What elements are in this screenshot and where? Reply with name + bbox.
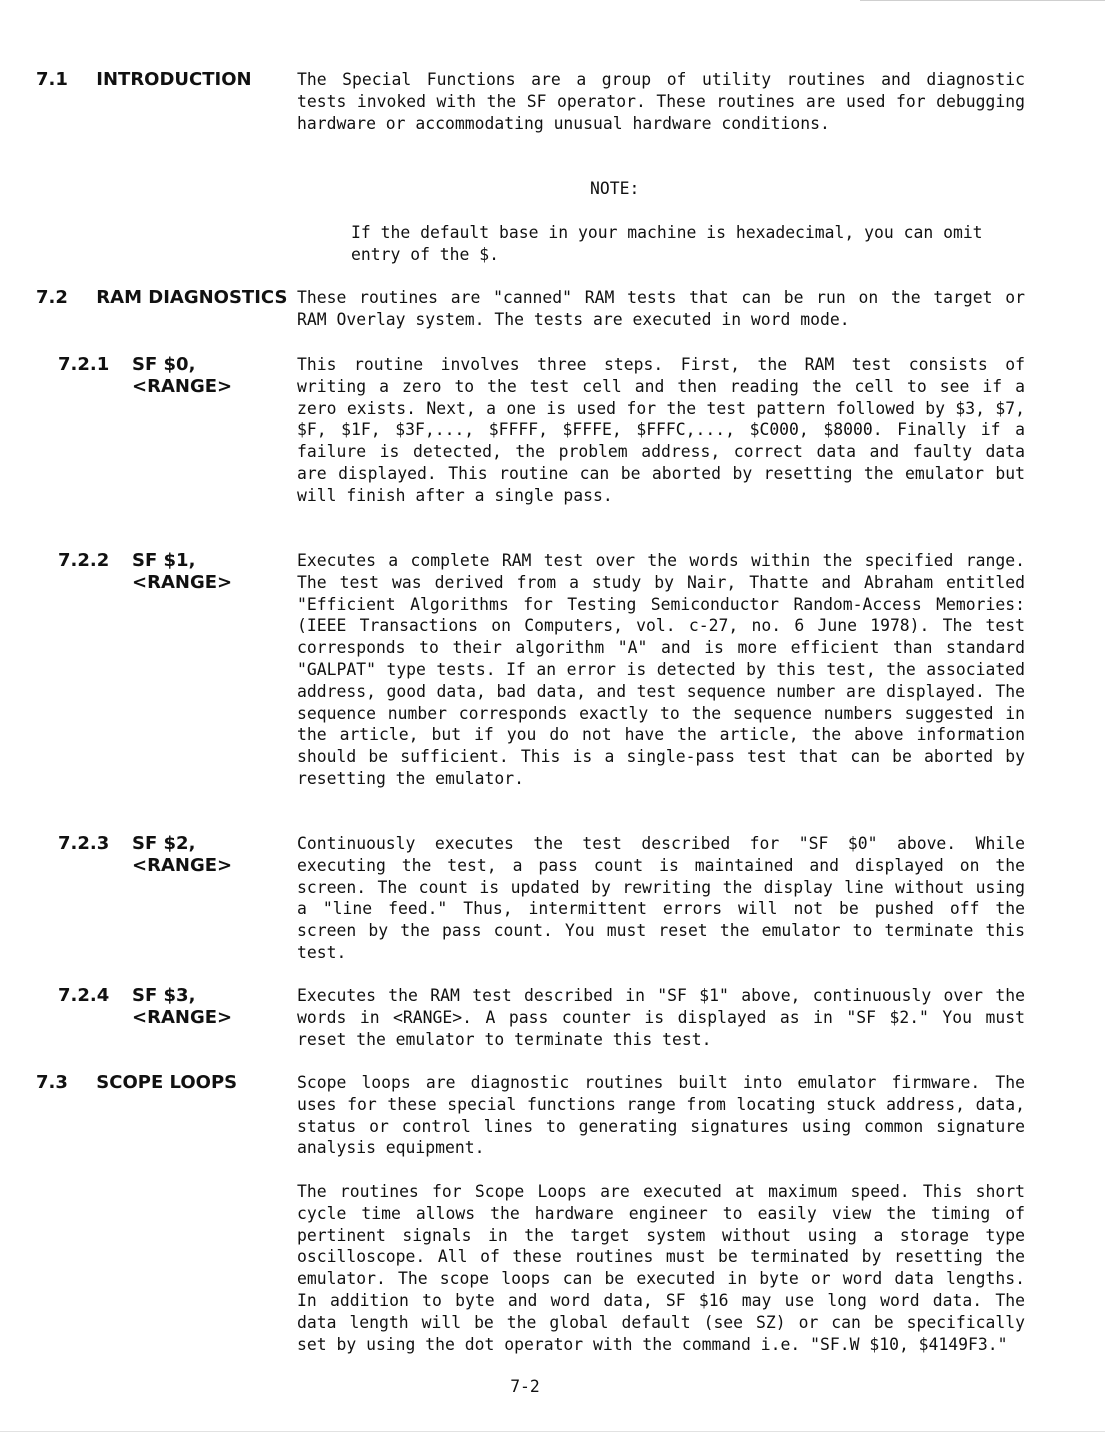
section-body: [297, 287, 1025, 331]
paragraph: Executes a complete RAM test over the words within the specified range. The test was derived from a study by Nair, Thatte and Abraham entitled "Efficient Algorithms for Testing Semiconductor Random-Access Memories: (IEEE Transactions on Computers, vol. c-27, no. 6 June 1978). The test corresponds to their algorithm "A" and is more efficient than standard "GALPAT" type tests. If an error is detected by this test, the associated address, good data, bad data, and test sequence number are displayed. The sequence number corresponds exactly to the sequence numbers suggested in the article, but if you do not have the article, the above information should be sufficient. This is a single-pass test that can be aborted by resetting the emulator.: [297, 551, 1025, 788]
paragraph: Continuously executes the test described for "SF $0" above. While executing the test, a pass count is maintained and displayed on the screen. The count is updated by rewriting the display line without using a "line feed." Thus, intermittent errors will not be pushed off the screen by the pass count. You must reset the emulator to terminate this test.: [297, 834, 1025, 962]
subsection-heading: [58, 833, 232, 877]
subsection-number: 7.2.4: [58, 985, 110, 1006]
note-text: If the default base in your machine is hexadecimal, you can omit entry of the $.: [351, 223, 983, 264]
subsection-title: SF $0,: [132, 354, 196, 375]
subsection-heading: [58, 550, 232, 594]
subsection-title-range: <RANGE>: [132, 572, 233, 593]
subsection-title-range: <RANGE>: [132, 376, 233, 397]
subsection-number: 7.2.3: [58, 833, 110, 854]
section-body: [297, 1181, 1025, 1355]
subsection-number: 7.2.2: [58, 550, 110, 571]
subsection-heading: [58, 985, 232, 1029]
section-body: [297, 69, 1025, 134]
section-title: INTRODUCTION: [96, 69, 252, 90]
subsection-body: [297, 550, 1025, 790]
section-number: 7.2: [36, 287, 68, 308]
paragraph: The Special Functions are a group of utility routines and diagnostic tests invoked with the SF operator. These routines are used for debugging hardware or accommodating unusual hardware conditions.: [297, 70, 1025, 133]
subsection-title-range: <RANGE>: [132, 1007, 233, 1028]
page-number: 7-2: [510, 1377, 540, 1396]
subsection-title: SF $2,: [132, 833, 196, 854]
section-title: RAM DIAGNOSTICS: [96, 287, 288, 308]
note-label: NOTE:: [590, 179, 640, 198]
subsection-body: [297, 985, 1025, 1050]
paragraph: These routines are "canned" RAM tests that can be run on the target or RAM Overlay system. The tests are executed in word mode.: [297, 288, 1025, 329]
subsection-body: [297, 354, 1025, 507]
paragraph: Scope loops are diagnostic routines built into emulator firmware. The uses for these special functions range from locating stuck address, data, status or control lines to generating signatures using common signature analysis equipment.: [297, 1073, 1025, 1158]
section-heading: [36, 287, 287, 309]
paragraph: This routine involves three steps. First, the RAM test consists of writing a zero to the test cell and then reading the cell to see if a zero exists. Next, a one is used for the test pattern followed by $3, $7, $F, $1F, $3F,..., $FFFF, $FFFE, $FFFC,..., $C000, $8000. Finally if a failure is detected, the problem address, correct data and faulty data are displayed. This routine can be aborted by resetting the emulator but will finish after a single pass.: [297, 355, 1025, 505]
subsection-title: SF $1,: [132, 550, 196, 571]
subsection-title-range: <RANGE>: [132, 855, 233, 876]
section-number: 7.1: [36, 69, 68, 90]
paragraph: The routines for Scope Loops are executed at maximum speed. This short cycle time allows the hardware engineer to easily view the timing of pertinent signals in the target system without using a storage type oscilloscope. All of these routines must be terminated by resetting the emulator. The scope loops can be executed in byte or word data lengths. In addition to byte and word data, SF $16 may use long word data. The data length will be the global default (see SZ) or can be specifically set by using the dot operator with the command i.e. "SF.W $10, $4149F3.": [297, 1182, 1025, 1354]
subsection-heading: [58, 354, 232, 398]
scan-edge-line: [860, 0, 1105, 1]
paragraph: Executes the RAM test described in "SF $1" above, continuously over the words in <RANGE>. A pass counter is displayed as in "SF $2." You must reset the emulator to terminate this test.: [297, 986, 1025, 1049]
subsection-number: 7.2.1: [58, 354, 110, 375]
section-heading: [36, 69, 252, 91]
section-title: SCOPE LOOPS: [96, 1072, 238, 1093]
section-number: 7.3: [36, 1072, 68, 1093]
subsection-title: SF $3,: [132, 985, 196, 1006]
section-heading: [36, 1072, 237, 1094]
section-body: [297, 1072, 1025, 1159]
subsection-body: [297, 833, 1025, 964]
scan-edge-line: [0, 1431, 1105, 1432]
